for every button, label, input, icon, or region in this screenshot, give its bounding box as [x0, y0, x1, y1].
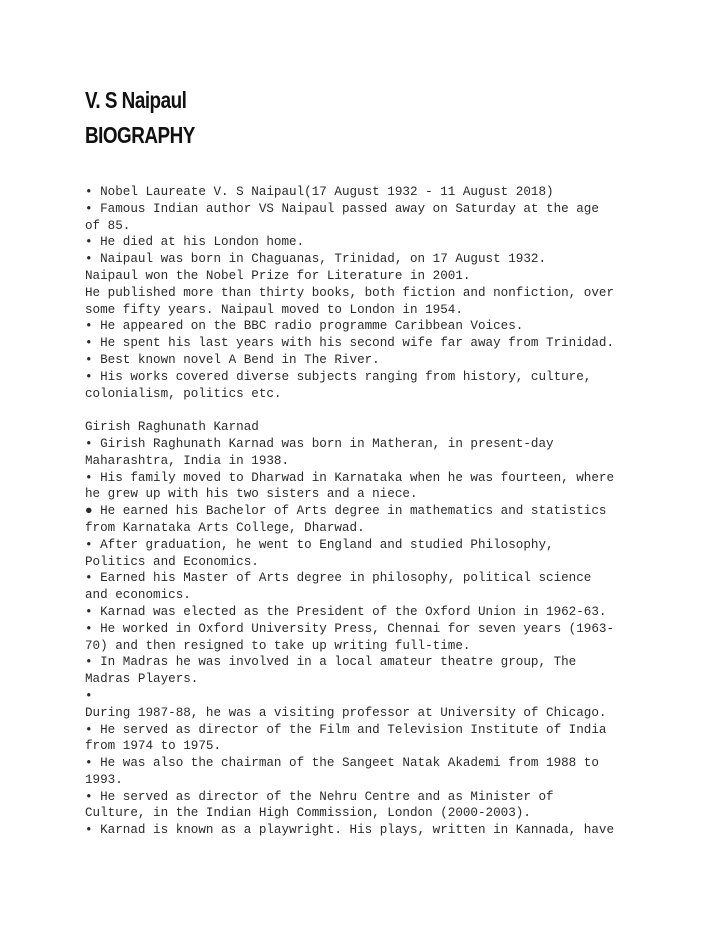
text-line: • Karnad is known as a playwright. His plays, written in Kannada, have: [85, 823, 615, 838]
text-line: • Best known novel A Bend in The River.: [85, 352, 380, 367]
document-subtitle: BIOGRAPHY: [85, 122, 195, 148]
text-line: from Karnataka Arts College, Dharwad.: [85, 520, 365, 535]
text-line: 1993.: [85, 772, 123, 787]
text-line: • Girish Raghunath Karnad was born in Matheran, in present-day: [85, 436, 554, 451]
text-line: During 1987-88, he was a visiting professor at University of Chicago.: [85, 705, 607, 720]
text-line: • He served as director of the Film and Television Institute of India: [85, 722, 607, 737]
text-line: • Nobel Laureate V. S Naipaul(17 August 1932 - 11 August 2018): [85, 185, 554, 199]
text-line: of 85.: [85, 218, 131, 233]
document-body: [85, 184, 685, 839]
text-line: • Naipaul was born in Chaguanas, Trinidad, on 17 August 1932.: [85, 252, 547, 267]
text-line: Culture, in the Indian High Commission, London (2000-2003).: [85, 806, 531, 821]
text-line: •: [85, 688, 93, 703]
document-title: V. S Naipaul: [85, 87, 187, 113]
text-line: • He served as director of the Nehru Centre and as Minister of: [85, 789, 554, 804]
blank-line: [85, 402, 685, 419]
section-heading: Girish Raghunath Karnad: [85, 420, 259, 435]
text-line: • His works covered diverse subjects ranging from history, culture,: [85, 369, 592, 384]
text-line: • He died at his London home.: [85, 235, 305, 250]
text-line: • Karnad was elected as the President of the Oxford Union in 1962-63.: [85, 604, 607, 619]
text-line: and economics.: [85, 588, 191, 603]
text-line: some fifty years. Naipaul moved to London in 1954.: [85, 302, 463, 317]
text-line: • Earned his Master of Arts degree in philosophy, political science: [85, 571, 592, 586]
text-line: Politics and Economics.: [85, 554, 259, 569]
text-line: • Famous Indian author VS Naipaul passed away on Saturday at the age: [85, 201, 599, 216]
text-line: • In Madras he was involved in a local amateur theatre group, The: [85, 655, 577, 670]
text-line: ● He earned his Bachelor of Arts degree in mathematics and statistics: [85, 504, 607, 519]
text-line: Maharashtra, India in 1938.: [85, 453, 290, 468]
text-line: he grew up with his two sisters and a niece.: [85, 487, 418, 502]
text-line: • He worked in Oxford University Press, Chennai for seven years (1963-: [85, 621, 615, 636]
text-line: from 1974 to 1975.: [85, 739, 222, 754]
text-line: • He spent his last years with his second wife far away from Trinidad.: [85, 336, 615, 351]
text-line: 70) and then resigned to take up writing full-time.: [85, 638, 471, 653]
text-line: colonialism, politics etc.: [85, 386, 282, 401]
text-line: • He appeared on the BBC radio programme Caribbean Voices.: [85, 319, 524, 334]
text-line: Madras Players.: [85, 672, 199, 687]
text-line: • His family moved to Dharwad in Karnataka when he was fourteen, where: [85, 470, 615, 485]
text-line: • After graduation, he went to England and studied Philosophy,: [85, 537, 554, 552]
text-line: He published more than thirty books, both fiction and nonfiction, over: [85, 285, 615, 300]
text-line: Naipaul won the Nobel Prize for Literature in 2001.: [85, 268, 471, 283]
text-line: • He was also the chairman of the Sangeet Natak Akademi from 1988 to: [85, 756, 599, 771]
